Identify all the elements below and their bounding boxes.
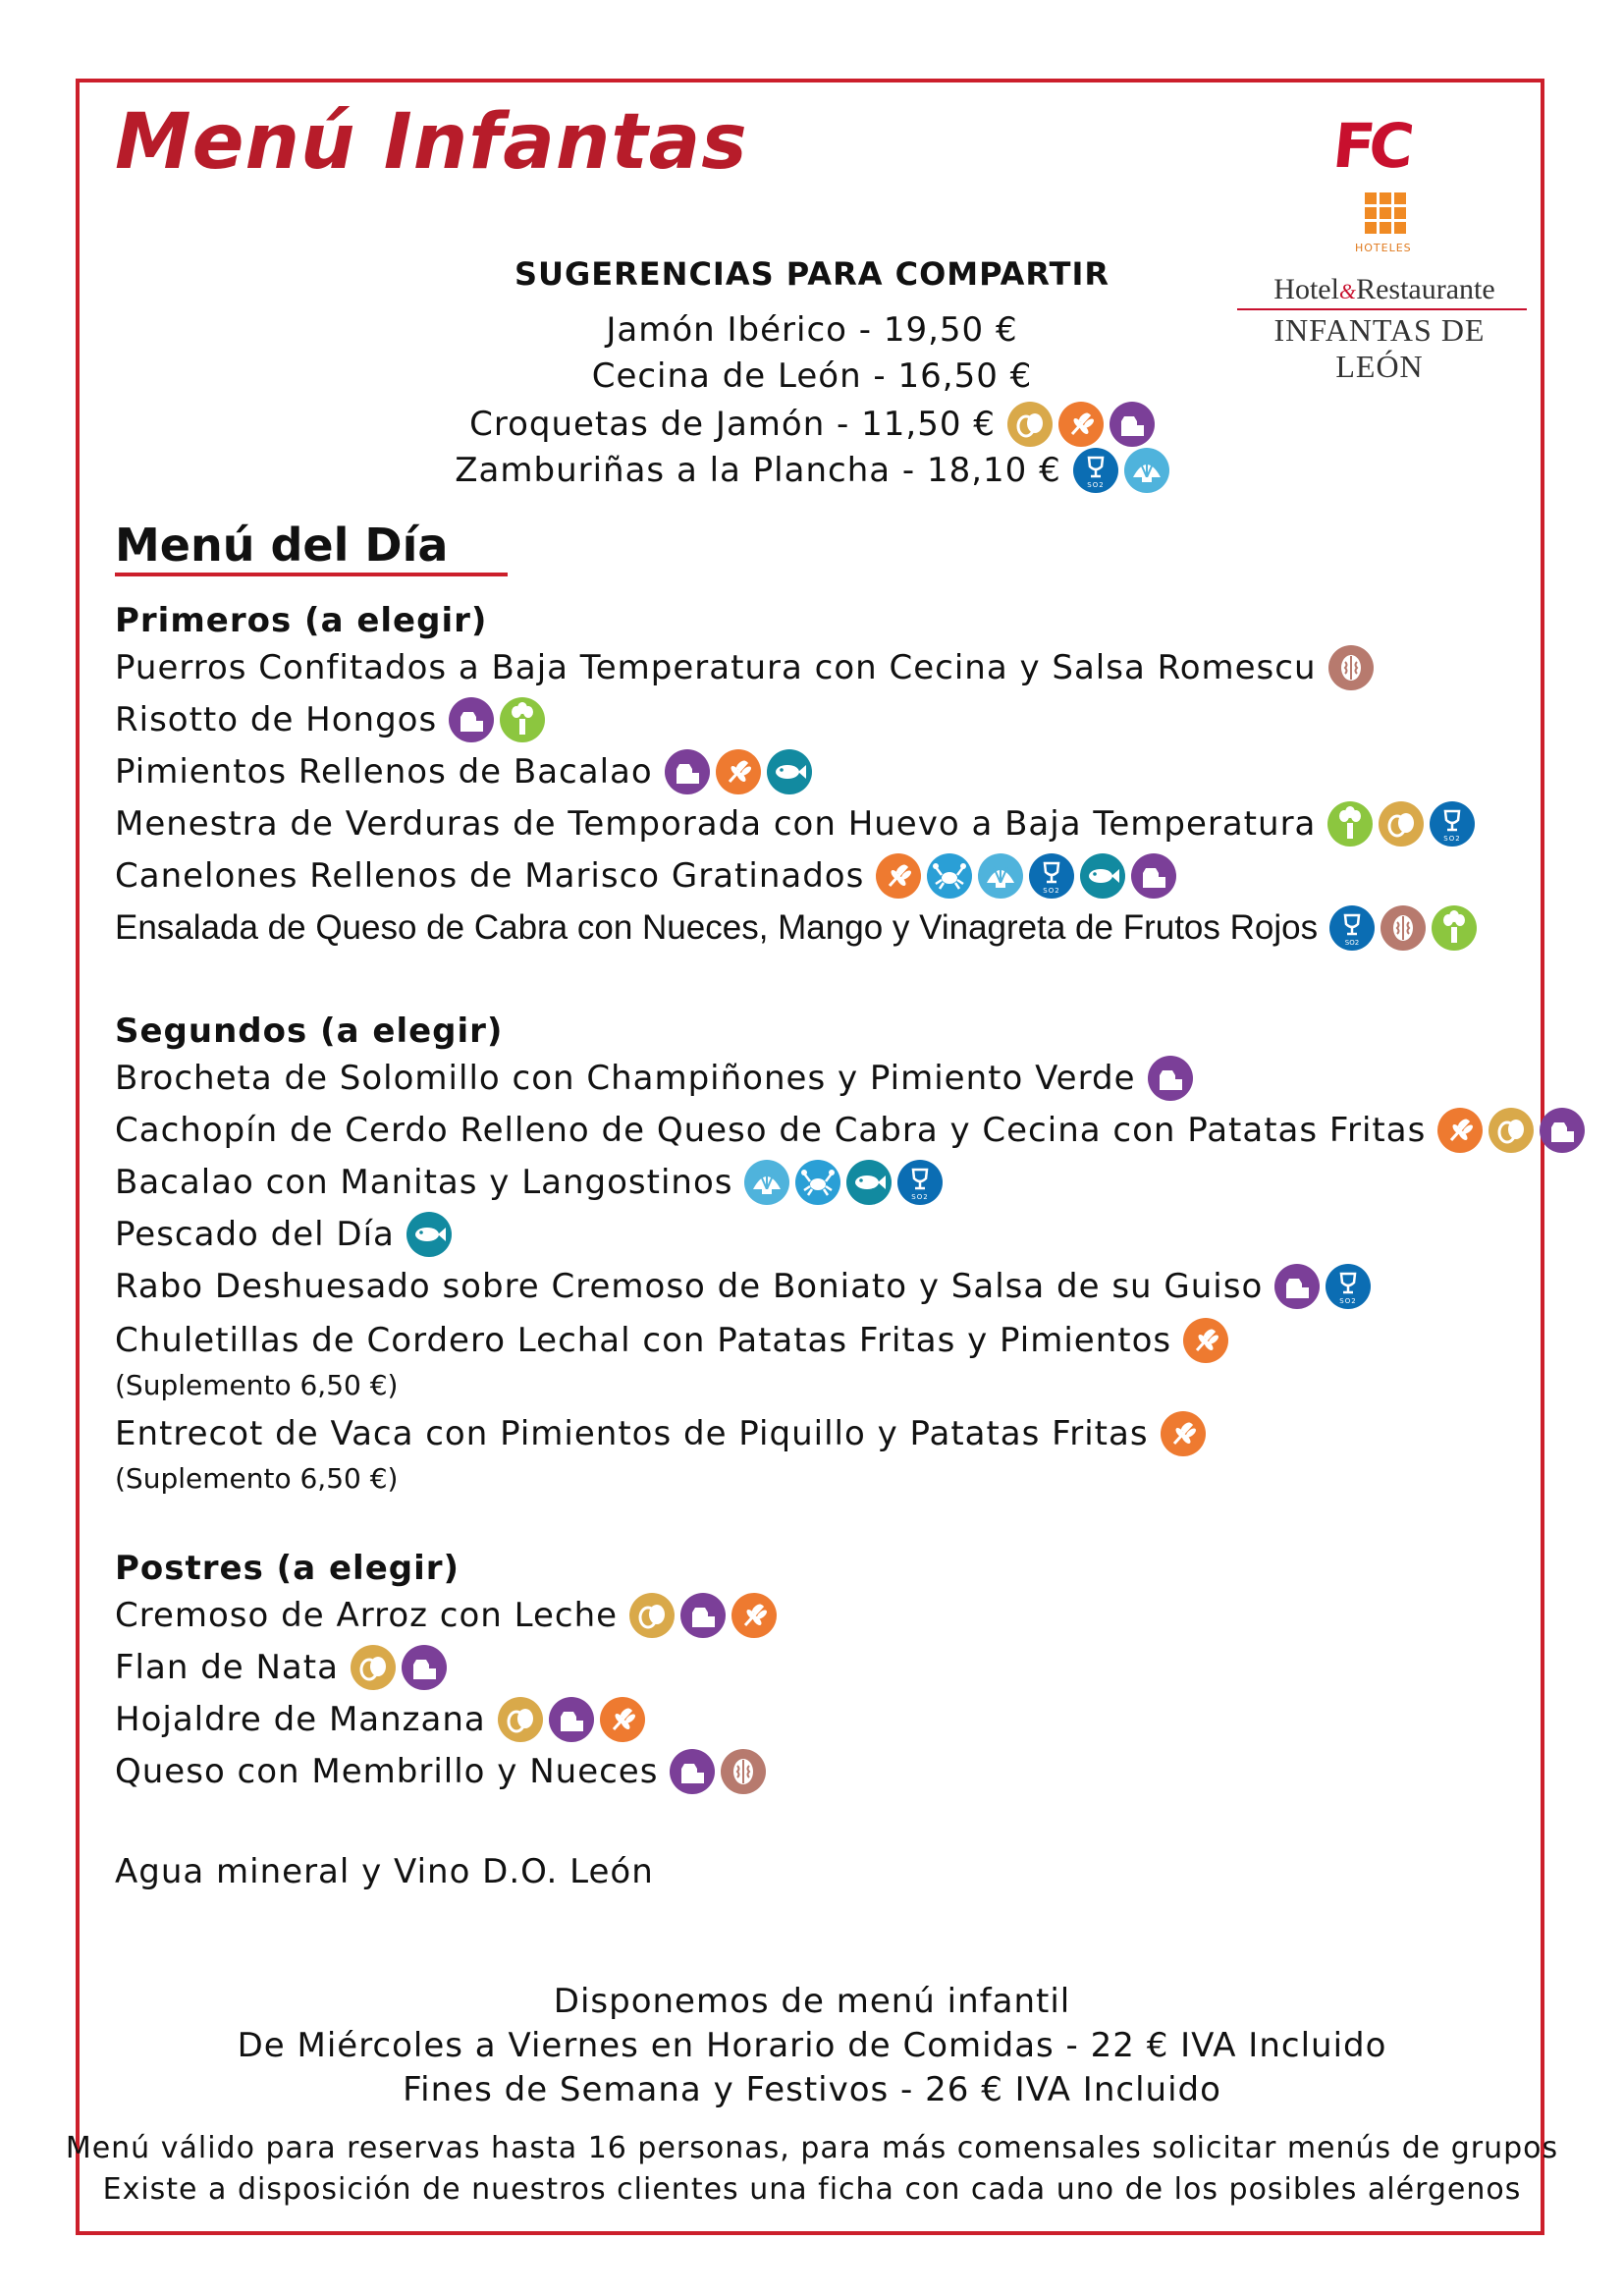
sulphites-icon [1430,801,1475,847]
celery-icon [1432,905,1477,951]
footer-line-3: Fines de Semana y Festivos - 26 € IVA Incluido [403,2070,1221,2109]
menu-item-text: Puerros Confitados a Baja Temperatura con Cecina y Salsa Romescu [115,648,1317,687]
fish-icon [767,749,812,794]
menu-item [115,1108,1585,1153]
milk-icon [449,697,494,742]
menu-item-text: Bacalao con Manitas y Langostinos [115,1163,733,1202]
supplement-note: (Suplemento 6,50 €) [115,1462,399,1495]
menu-item-text: Hojaldre de Manzana [115,1700,486,1739]
allergen-icons [401,1212,452,1257]
menu-item-text: Queso con Membrillo y Nueces [115,1752,659,1791]
celery-icon [500,697,545,742]
mollusc-icon [978,853,1023,899]
fish-icon [1080,853,1125,899]
milk-icon [1110,402,1155,447]
egg-icon [1379,801,1424,847]
menu-item-text: Chuletillas de Cordero Lechal con Patatas Fritas y Pimientos [115,1321,1172,1360]
egg-icon [629,1593,675,1638]
page-title: Menú Infantas [115,98,748,187]
milk-icon [680,1593,726,1638]
menu-item [115,1264,1371,1309]
allergen-icons [492,1697,645,1742]
fish-icon [406,1212,452,1257]
svg-text:SO2: SO2 [1344,939,1360,947]
menu-item [0,402,1624,447]
gluten-icon [876,853,921,899]
gluten-icon [1183,1318,1228,1363]
milk-icon [549,1697,594,1742]
egg-icon [498,1697,543,1742]
fish-icon [846,1160,892,1205]
sulphites-icon [1073,448,1118,493]
menu-item [0,448,1624,493]
allergen-icons [1324,905,1477,951]
menu-item [115,1318,1228,1363]
allergen-icons [664,1749,766,1794]
menu-item [0,310,1624,350]
allergen-icons [738,1160,943,1205]
menu-item [115,1645,447,1690]
menu-title-underline [115,573,508,576]
menu-item [115,1056,1193,1101]
menu-item [115,1593,777,1638]
milk-icon [670,1749,715,1794]
milk-icon [1274,1264,1320,1309]
gluten-icon [600,1697,645,1742]
svg-text:SO2: SO2 [1043,887,1061,895]
footer-note-1: Menú válido para reservas hasta 16 personas, para más comensales solicitar menús de grupos [65,2131,1559,2165]
menu-item [115,749,812,794]
allergen-icons [870,853,1176,899]
footer-note-2: Existe a disposición de nuestros clientes una ficha con cada uno de los posibles alérgenos [102,2172,1522,2207]
menu-item [115,645,1374,690]
svg-text:SO2: SO2 [1443,835,1462,843]
allergen-icons [345,1645,447,1690]
egg-icon [1007,402,1053,447]
nuts-icon [1328,645,1374,690]
menu-section-title: Menú del Día [115,519,449,572]
footer-line-1: Disponemos de menú infantil [553,1982,1071,2021]
menu-item-text: Jamón Ibérico - 19,50 € [606,310,1018,350]
svg-text:SO2: SO2 [1339,1297,1357,1305]
allergen-icons [1322,801,1475,847]
allergen-icons [623,1593,777,1638]
allergen-icons [1269,1264,1371,1309]
menu-item [115,1160,943,1205]
menu-item [115,853,1176,899]
menu-item [115,697,545,742]
sulphites-icon [1329,905,1375,951]
mollusc-icon [1124,448,1169,493]
celery-icon [1327,801,1373,847]
sulphites-icon [1029,853,1074,899]
primeros-heading: Primeros (a elegir) [115,601,488,640]
allergen-icons [1067,448,1169,493]
menu-item [115,1212,452,1257]
logo-brand: FC [1329,110,1412,182]
share-heading: SUGERENCIAS PARA COMPARTIR [514,255,1110,293]
gluten-icon [1058,402,1104,447]
menu-item [0,356,1624,396]
menu-item-text: Zamburiñas a la Plancha - 18,10 € [455,451,1061,490]
milk-icon [402,1645,447,1690]
footer-line-2: De Miércoles a Viernes en Horario de Comidas - 22 € IVA Incluido [237,2026,1387,2065]
allergen-icons [1155,1411,1206,1456]
menu-item [115,905,1477,951]
allergen-icons [1323,645,1374,690]
menu-item-text: Canelones Rellenos de Marisco Gratinados [115,856,865,896]
allergen-icons [1177,1318,1228,1363]
allergen-icons [443,697,545,742]
postres-heading: Postres (a elegir) [115,1549,460,1588]
gluten-icon [1161,1411,1206,1456]
allergen-icons [1001,402,1155,447]
nuts-icon [721,1749,766,1794]
milk-icon [1148,1056,1193,1101]
milk-icon [665,749,710,794]
gluten-icon [716,749,761,794]
menu-item [115,801,1475,847]
menu-item-text: Menestra de Verduras de Temporada con Huevo a Baja Temperatura [115,804,1317,844]
menu-item-text: Cachopín de Cerdo Relleno de Queso de Cabra y Cecina con Patatas Fritas [115,1111,1427,1150]
logo-line-2: INFANTAS DE LEÓN [1273,312,1486,384]
logo-line-1: Hotel&Restaurante [1273,273,1495,305]
egg-icon [1489,1108,1534,1153]
sulphites-icon [1326,1264,1371,1309]
menu-item [115,1697,645,1742]
allergen-icons [1432,1108,1585,1153]
menu-item-text: Cremoso de Arroz con Leche [115,1596,619,1635]
allergen-icons [659,749,812,794]
gluten-icon [1437,1108,1483,1153]
logo-subtitle: HOTELES [1355,242,1412,254]
menu-item-text: Ensalada de Queso de Cabra con Nueces, Mango y Vinagreta de Frutos Rojos [115,908,1319,947]
menu-item-text: Pescado del Día [115,1215,395,1254]
nuts-icon [1380,905,1426,951]
allergen-icons [1142,1056,1193,1101]
gluten-icon [731,1593,777,1638]
menu-item-text: Entrecot de Vaca con Pimientos de Piquillo y Patatas Fritas [115,1414,1149,1453]
menu-item-text: Brocheta de Solomillo con Champiñones y Pimiento Verde [115,1059,1136,1098]
menu-item [115,1749,766,1794]
menu-item-text: Risotto de Hongos [115,700,438,739]
crustacean-icon [795,1160,840,1205]
svg-text:SO2: SO2 [1087,481,1105,489]
segundos-heading: Segundos (a elegir) [115,1011,504,1051]
crustacean-icon [927,853,972,899]
logo-grid-icon [1365,192,1406,234]
sulphites-icon [897,1160,943,1205]
menu-item-text: Cecina de León - 16,50 € [591,356,1033,396]
egg-icon [351,1645,396,1690]
milk-icon [1131,853,1176,899]
menu-item [115,1411,1206,1456]
svg-text:SO2: SO2 [911,1193,930,1201]
drinks-line: Agua mineral y Vino D.O. León [115,1852,654,1891]
mollusc-icon [744,1160,789,1205]
menu-item-text: Flan de Nata [115,1648,339,1687]
menu-item-text: Rabo Deshuesado sobre Cremoso de Boniato y Salsa de su Guiso [115,1267,1264,1306]
menu-item-text: Pimientos Rellenos de Bacalao [115,752,653,792]
menu-item-text: Croquetas de Jamón - 11,50 € [469,405,996,444]
supplement-note: (Suplemento 6,50 €) [115,1369,399,1401]
milk-icon [1540,1108,1585,1153]
